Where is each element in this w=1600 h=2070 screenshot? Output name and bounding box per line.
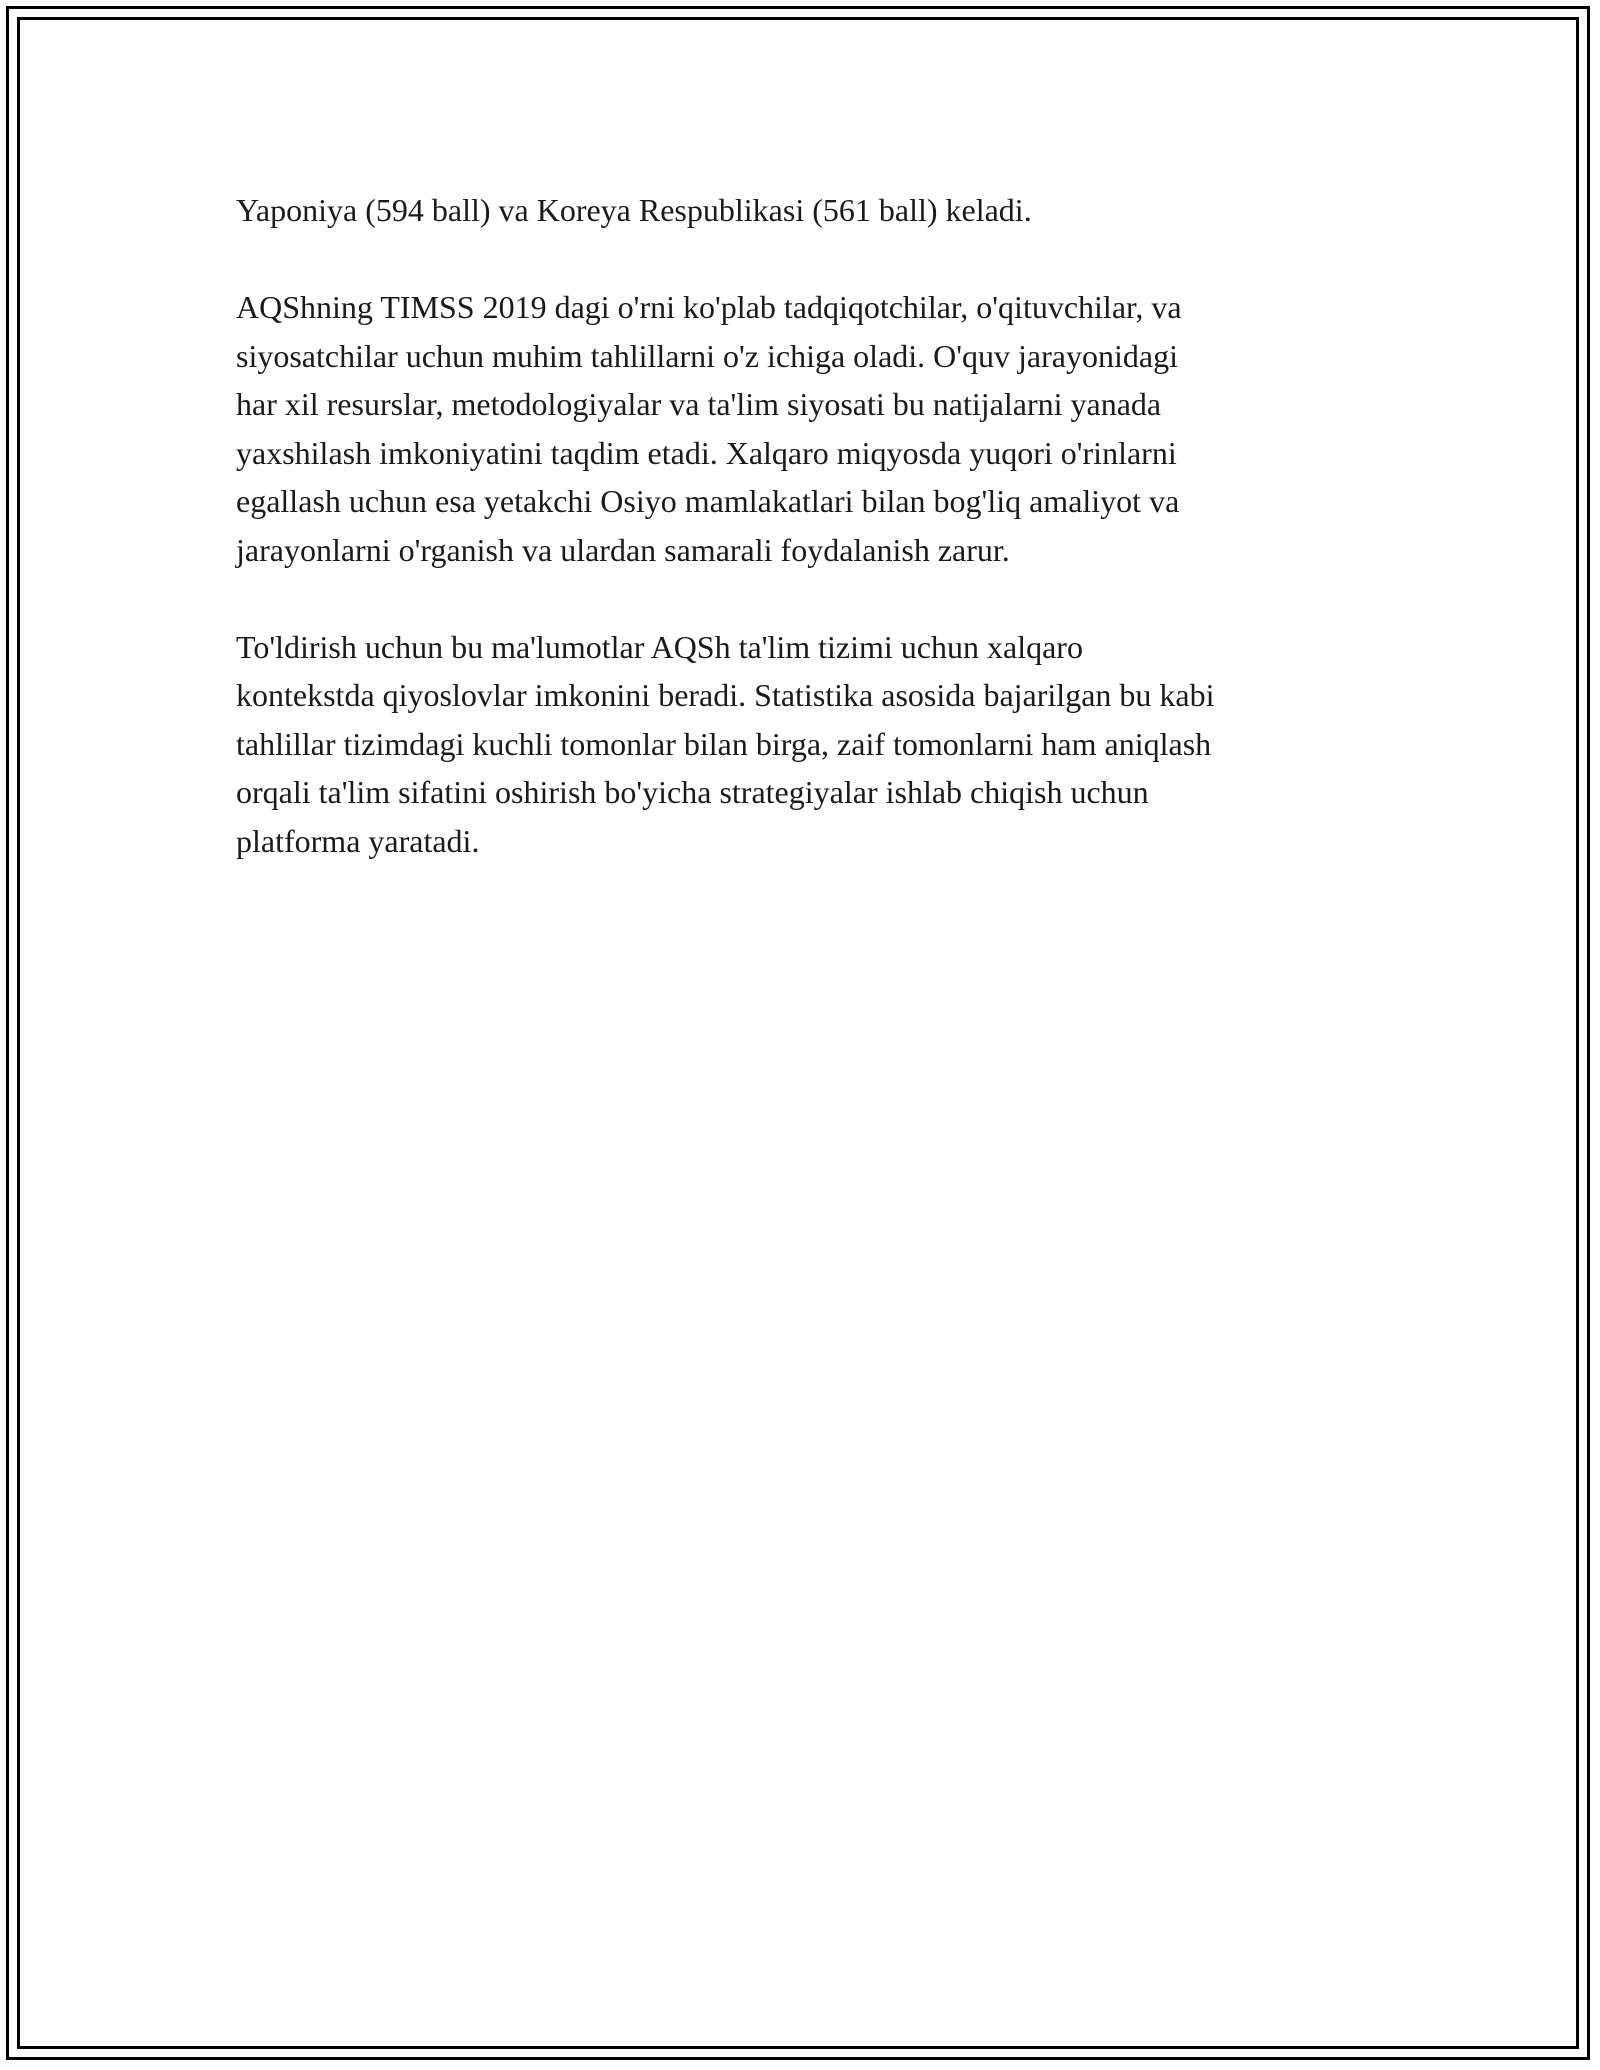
text-line: platforma yaratadi. xyxy=(236,822,480,859)
text-line: har xil resurslar, metodologiyalar va ta'lim siyosati bu natijalarni yanada xyxy=(236,386,1162,422)
paragraph-3 xyxy=(236,623,1396,866)
document-body xyxy=(236,186,1396,914)
text-line: AQShning TIMSS 2019 dagi o'rni ko'plab tadqiqotchilar, o'qituvchilar, va xyxy=(236,289,1182,325)
text-line: siyosatchilar uchun muhim tahlillarni o'z ichiga oladi. O'quv jarayonidagi xyxy=(236,337,1178,374)
text-line: egallash uchun esa yetakchi Osiyo mamlakatlari bilan bog'liq amaliyot va xyxy=(236,483,1180,519)
text-line: tahlillar tizimdagi kuchli tomonlar bilan birga, zaif tomonlarni ham aniqlash xyxy=(236,725,1212,762)
paragraph-1 xyxy=(236,186,1396,235)
text-line: kontekstda qiyoslovlar imkonini beradi. Statistika asosida bajarilgan bu kabi xyxy=(236,677,1215,713)
text-line: yaxshilash imkoniyatini taqdim etadi. Xalqaro miqyosda yuqori o'rinlarni xyxy=(236,434,1177,471)
text-line: Yaponiya (594 ball) va Koreya Respublikasi (561 ball) keladi. xyxy=(236,192,1032,228)
paragraph-2 xyxy=(236,283,1396,574)
text-line: orqali ta'lim sifatini oshirish bo'yicha strategiyalar ishlab chiqish uchun xyxy=(236,774,1149,810)
text-line: jarayonlarni o'rganish va ulardan samarali foydalanish zarur. xyxy=(236,531,1010,568)
text-line: To'ldirish uchun bu ma'lumotlar AQSh ta'lim tizimi uchun xalqaro xyxy=(236,628,1083,665)
